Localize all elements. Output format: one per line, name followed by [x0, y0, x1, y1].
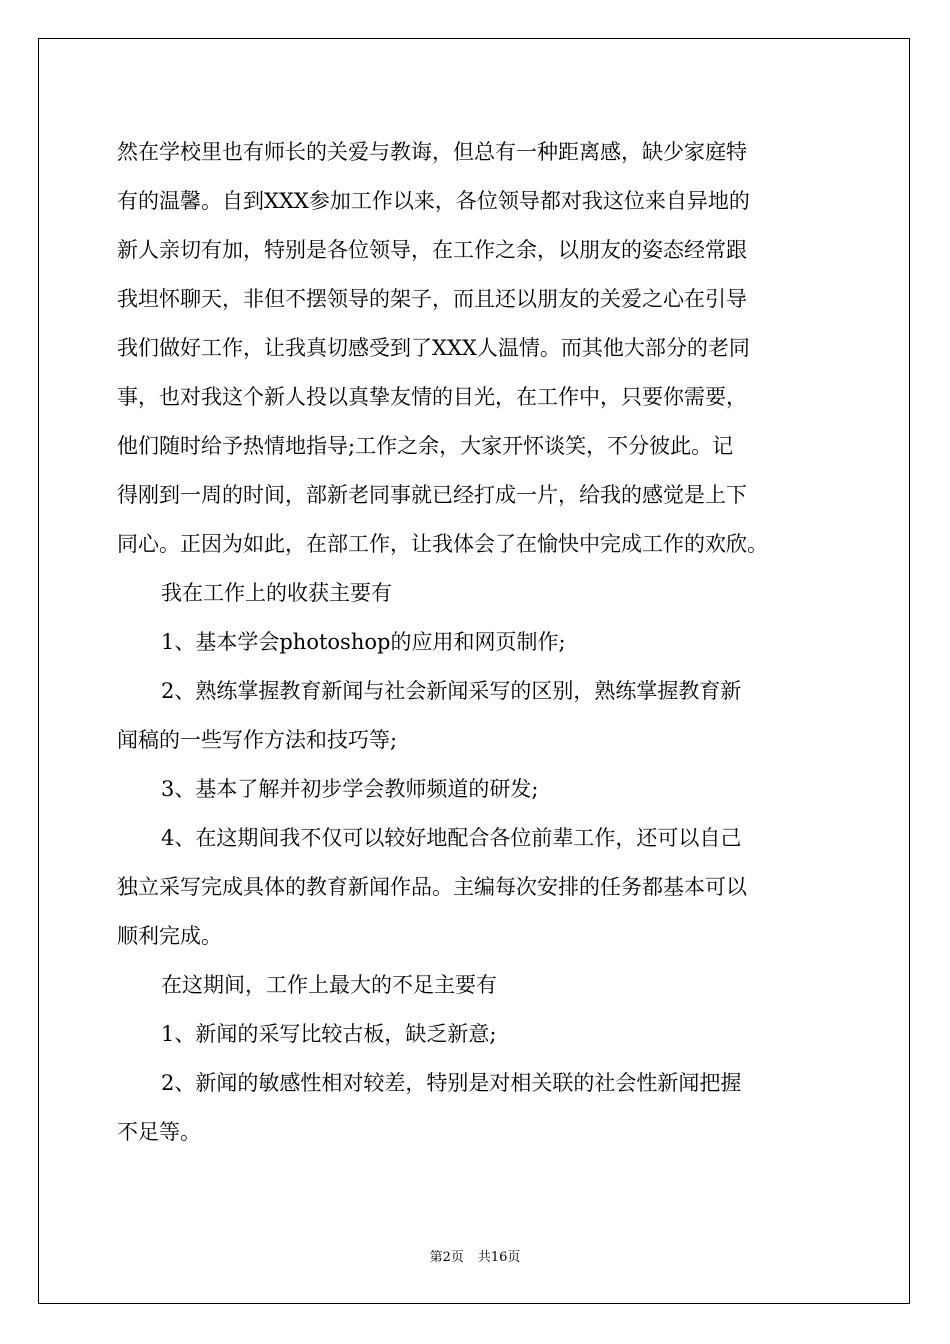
text-line: 我在工作上的收获主要有 — [161, 581, 392, 605]
text-line: 2、新闻的敏感性相对较差，特别是对相关联的社会性新闻把握 — [161, 1071, 742, 1095]
text-line: 新人亲切有加，特别是各位领导，在工作之余，以朋友的姿态经常跟 — [117, 238, 747, 262]
page-total: 共16页 — [477, 1250, 521, 1265]
text-line: 我们做好工作，让我真切感受到了XXX人温情。而其他大部分的老同 — [117, 336, 750, 360]
text-line: 我坦怀聊天，非但不摆领导的架子，而且还以朋友的关爱之心在引导 — [117, 287, 747, 311]
text-line: 2、熟练掌握教育新闻与社会新闻采写的区别，熟练掌握教育新 — [161, 679, 742, 703]
text-line: 有的温馨。自到XXX参加工作以来，各位领导都对我这位来自异地的 — [117, 189, 750, 213]
page-footer — [0, 1246, 950, 1265]
text-line: 3、基本了解并初步学会教师频道的研发; — [161, 777, 539, 801]
text-line: 闻稿的一些写作方法和技巧等; — [117, 728, 398, 752]
text-line: 顺利完成。 — [117, 924, 222, 948]
document-body — [117, 128, 837, 1157]
text-line: 然在学校里也有师长的关爱与教诲，但总有一种距离感，缺少家庭特 — [117, 140, 747, 164]
text-line: 独立采写完成具体的教育新闻作品。主编每次安排的任务都基本可以 — [117, 875, 747, 899]
text-line: 不足等。 — [117, 1120, 201, 1144]
text-line: 在这期间，工作上最大的不足主要有 — [161, 973, 497, 997]
page-number: 第2页 — [429, 1250, 464, 1265]
text-line: 得刚到一周的时间，部新老同事就已经打成一片，给我的感觉是上下 — [117, 483, 747, 507]
text-line: 1、基本学会photoshop的应用和网页制作; — [161, 630, 566, 654]
text-line: 同心。正因为如此，在部工作，让我体会了在愉快中完成工作的欢欣。 — [117, 532, 768, 556]
text-line: 4、在这期间我不仅可以较好地配合各位前辈工作，还可以自己 — [161, 826, 742, 850]
text-line: 事，也对我这个新人投以真挚友情的目光，在工作中，只要你需要， — [117, 385, 747, 409]
text-line: 1、新闻的采写比较古板，缺乏新意; — [161, 1022, 497, 1046]
text-line: 他们随时给予热情地指导;工作之余，大家开怀谈笑，不分彼此。记 — [117, 434, 734, 458]
